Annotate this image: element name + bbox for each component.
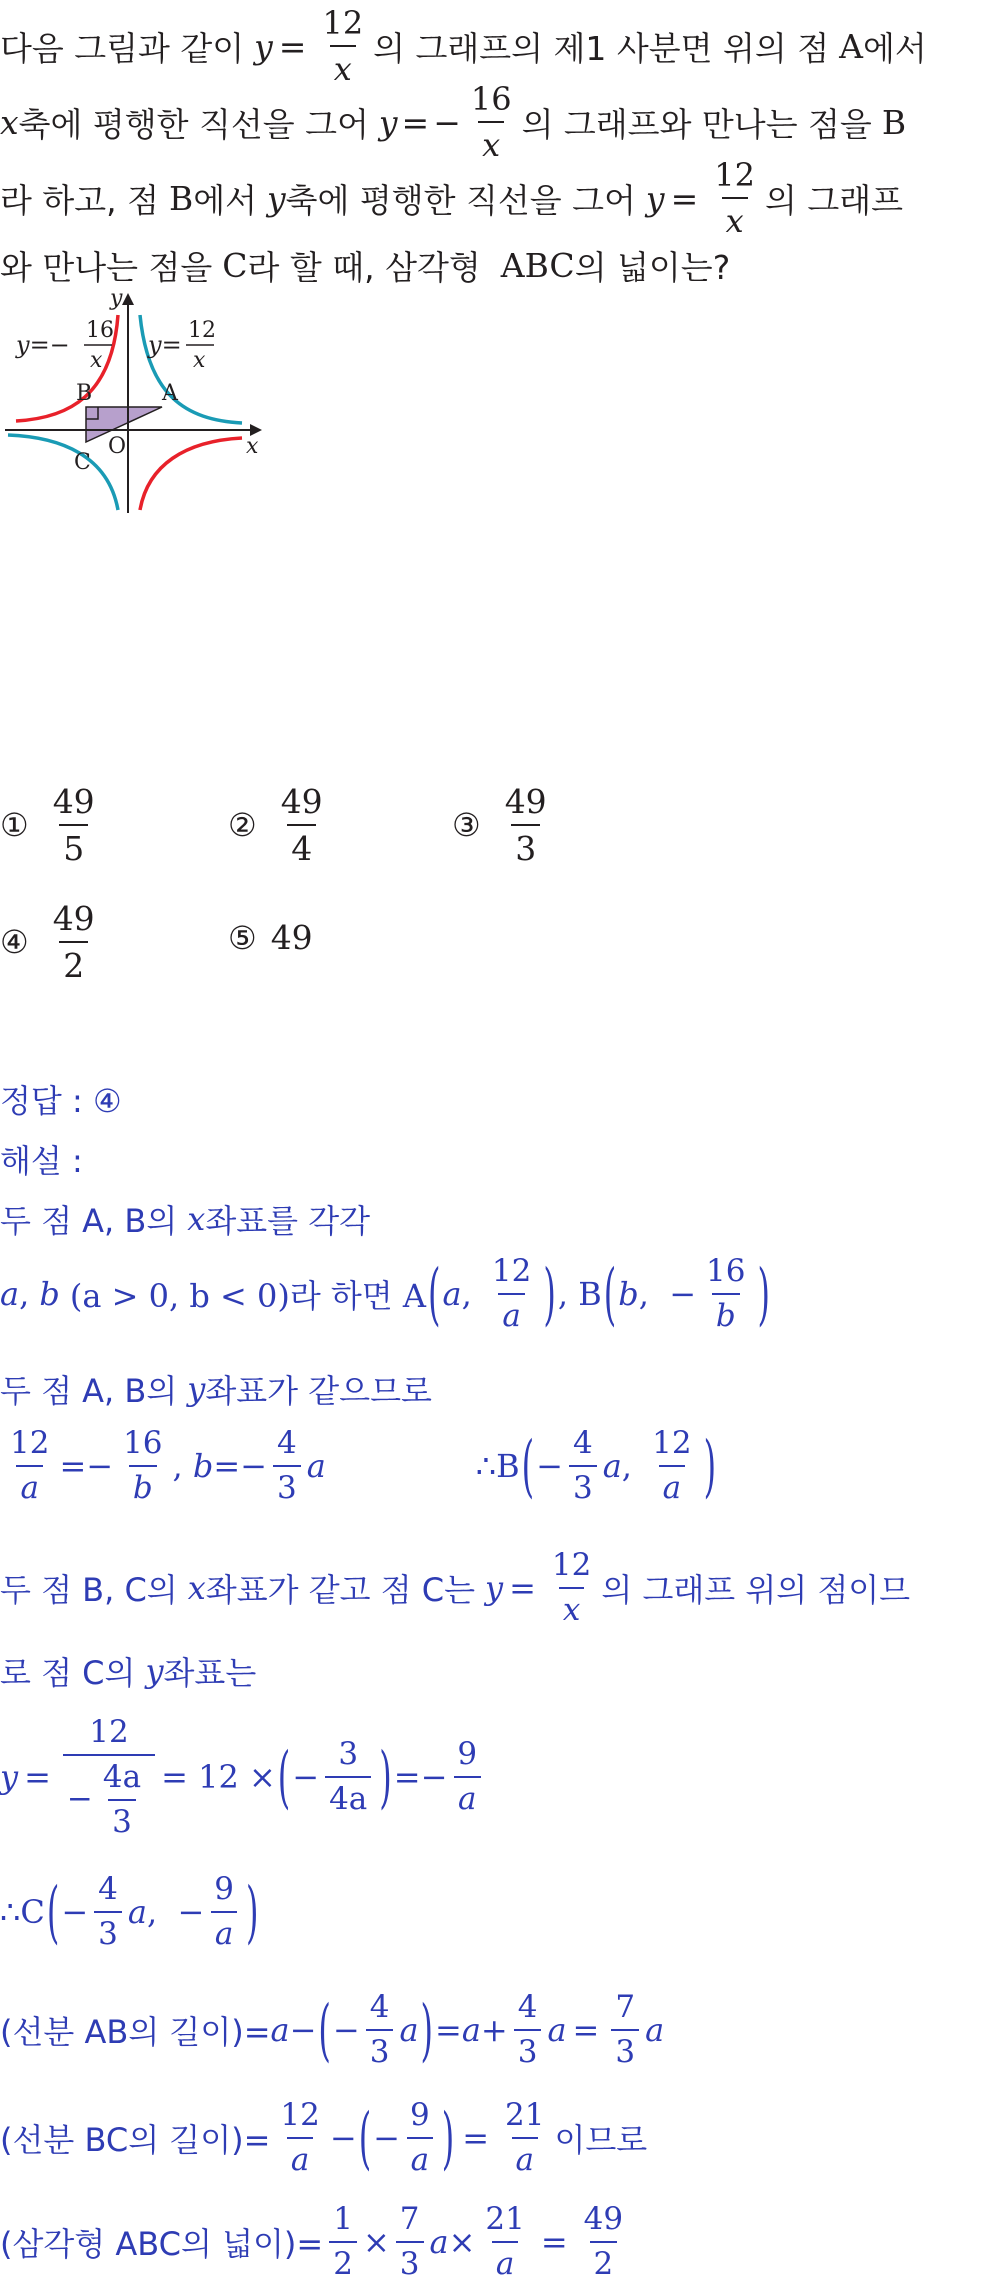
solution-line-2: a , b (a > 0, b < 0)라 하면 A ( a , $\frac{12}{a}$ ) , B ( b , − $\frac{16}{b}$ ) [0,1253,770,1334]
choice-1[interactable]: ① $\frac{49}{5}$ [0,782,95,868]
choice-5[interactable]: ⑤ 49 [228,918,313,957]
svg-text:12: 12 [188,318,216,343]
choice-4[interactable]: ④ $\frac{49}{2}$ [0,899,95,985]
label-right-curve: y= [148,331,182,359]
question-text: 다음 그림과 같이 [0,28,245,68]
svg-text:16: 16 [86,318,114,343]
axis-label-x: x [246,434,259,459]
question-line-3: 라 하고, 점 B 에서 y 축에 평행한 직선을 그어 y = $\frac{12}{x}$ 의 그래프 [0,156,903,240]
solution-line-7: y = 12 − $\frac{4a}{3}$ = 12 × ( − $\frac{3}{4a}$ ) =− $\frac{9}{a}$ [0,1712,487,1842]
solution-line-5: 두 점 B, C의 x 좌표가 같고 점 C는 y = $\frac{12}{x}$ 의 그래프 위의 점이므 [0,1547,911,1628]
curve-neg16-lower-right [140,438,242,510]
axis-label-y: y [110,286,123,311]
y-axis-arrow [122,293,134,305]
solution-line-9: (선분 AB의 길이)= a − ( − $\frac{4}{3}$ a ) = a + $\frac{4}{3}$ a = $\frac{7}{3}$ a [0,1989,665,2070]
fraction: $\frac{16}{x}$ [470,80,512,164]
point-label-a: A [162,381,178,406]
point-label-c: C [74,450,91,475]
solution-line-4: $\frac{12}{a}$ =− $\frac{16}{b}$ , b =− $\frac{4}{3}$ a ∴B ( − $\frac{4}{3}$ a , $\frac{12}{a}$ ) [10,1425,717,1506]
solution-line-8: ∴C ( − $\frac{4}{3}$ a , − $\frac{9}{a}$ ) [0,1871,259,1952]
choice-3[interactable]: ③ $\frac{49}{3}$ [452,782,547,868]
label-left-curve: y=− [16,331,70,359]
origin-label: O [108,434,127,459]
curve-12-lower-left [8,435,118,510]
explain-label: 해설 : [0,1142,83,1180]
solution-line-3: 두 점 A, B의 y 좌표가 같으므로 [0,1370,432,1410]
question-line-1: 다음 그림과 같이 y = $\frac{12}{x}$ 의 그래프의 제1 사분면 위의 점 A 에서 [0,4,927,88]
choice-2[interactable]: ② $\frac{49}{4}$ [228,782,323,868]
point-label-b: B [76,381,93,406]
svg-text:x: x [90,348,103,373]
svg-text:x: x [193,348,206,373]
solution-line-6: 로 점 C의 y 좌표는 [0,1652,257,1692]
solution-line-10: (선분 BC의 길이)= $\frac{12}{a}$ − ( − $\frac{9}{a}$ ) = $\frac{21}{a}$ 이므로 [0,2097,648,2178]
question-line-2: x 축에 평행한 직선을 그어 y = − $\frac{16}{x}$ 의 그래프와 만나는 점을 B [0,80,907,164]
solution-line-1: 두 점 A, B의 x 좌표를 각각 [0,1200,371,1240]
hyperbola-graph [0,285,340,755]
answer-line: 정답 : ④ [0,1082,122,1120]
fraction: $\frac{12}{x}$ [322,4,364,88]
solution-line-11: (삼각형 ABC의 넓이)= $\frac{1}{2}$ × $\frac{7}{3}$ a × $\frac{21}{a}$ = $\frac{49}{2}$ [0,2201,624,2282]
question-line-4: 와 만나는 점을 C 라 할 때, 삼각형 ABC 의 넓이는? [0,245,731,287]
fraction: $\frac{12}{x}$ [714,156,755,240]
